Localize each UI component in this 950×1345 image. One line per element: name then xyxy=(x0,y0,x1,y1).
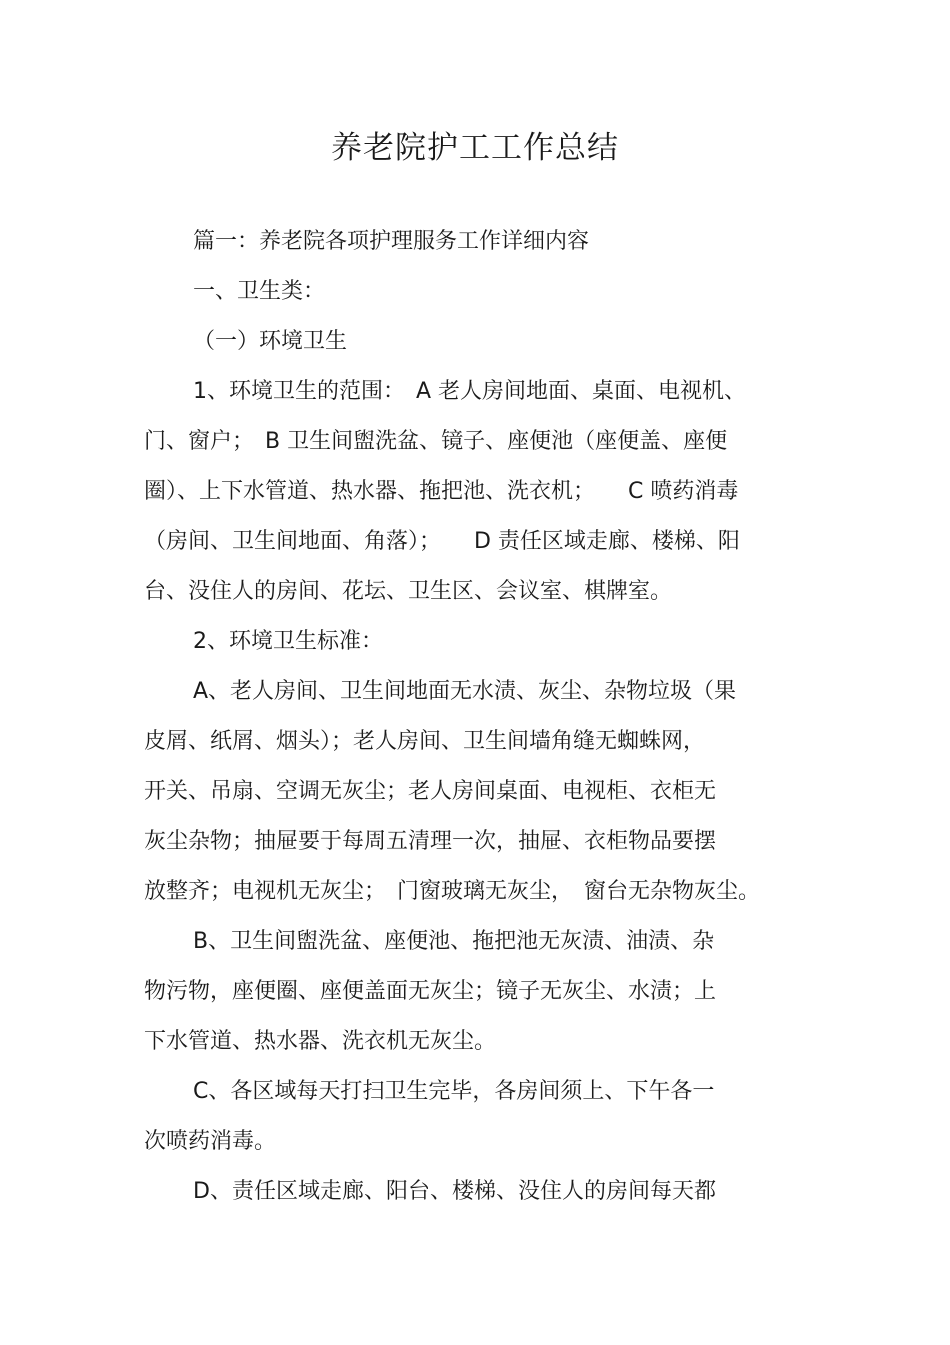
category-heading: 一、卫生类： xyxy=(193,279,326,304)
subcategory-heading: （一）环境卫生 xyxy=(193,329,348,354)
paragraph-line: 放整齐；电视机无灰尘； 门窗玻璃无灰尘， 窗台无杂物灰尘。 xyxy=(144,879,761,904)
paragraph-line: 开关、吊扇、空调无灰尘；老人房间桌面、电视柜、衣柜无 xyxy=(144,779,717,804)
paragraph-line: B、卫生间盥洗盆、座便池、拖把池无灰渍、油渍、杂 xyxy=(193,929,715,954)
paragraph-line: 台、没住人的房间、花坛、卫生区、会议室、棋牌室。 xyxy=(144,579,673,604)
paragraph-line: C、各区域每天打扫卫生完毕，各房间须上、下午各一 xyxy=(193,1079,715,1104)
paragraph-line: （房间、卫生间地面、角落）； D 责任区域走廊、楼梯、阳 xyxy=(144,529,740,554)
paragraph-line: A、老人房间、卫生间地面无水渍、灰尘、杂物垃圾（果 xyxy=(193,679,737,704)
paragraph-line: 圈）、上下水管道、热水器、拖把池、洗衣机； C 喷药消毒 xyxy=(144,479,739,504)
paragraph-line: 1、环境卫生的范围： A 老人房间地面、桌面、电视机、 xyxy=(193,379,747,404)
section-heading: 篇一：养老院各项护理服务工作详细内容 xyxy=(193,229,590,254)
paragraph-line: 下水管道、热水器、洗衣机无灰尘。 xyxy=(144,1029,497,1054)
paragraph-line: 次喷药消毒。 xyxy=(144,1129,277,1154)
paragraph-line: 物污物，座便圈、座便盖面无灰尘；镜子无灰尘、水渍；上 xyxy=(144,979,717,1004)
document-title: 养老院护工工作总结 xyxy=(331,130,619,166)
paragraph-line: 2、环境卫生标准： xyxy=(193,629,383,654)
paragraph-line: 门、窗户； B 卫生间盥洗盆、镜子、座便池（座便盖、座便 xyxy=(144,429,728,454)
paragraph-line: 皮屑、纸屑、烟头）；老人房间、卫生间墙角缝无蜘蛛网， xyxy=(144,729,706,754)
paragraph-line: 灰尘杂物；抽屉要于每周五清理一次，抽屉、衣柜物品要摆 xyxy=(144,829,717,854)
paragraph-line: D、责任区域走廊、阳台、楼梯、没住人的房间每天都 xyxy=(193,1179,716,1204)
